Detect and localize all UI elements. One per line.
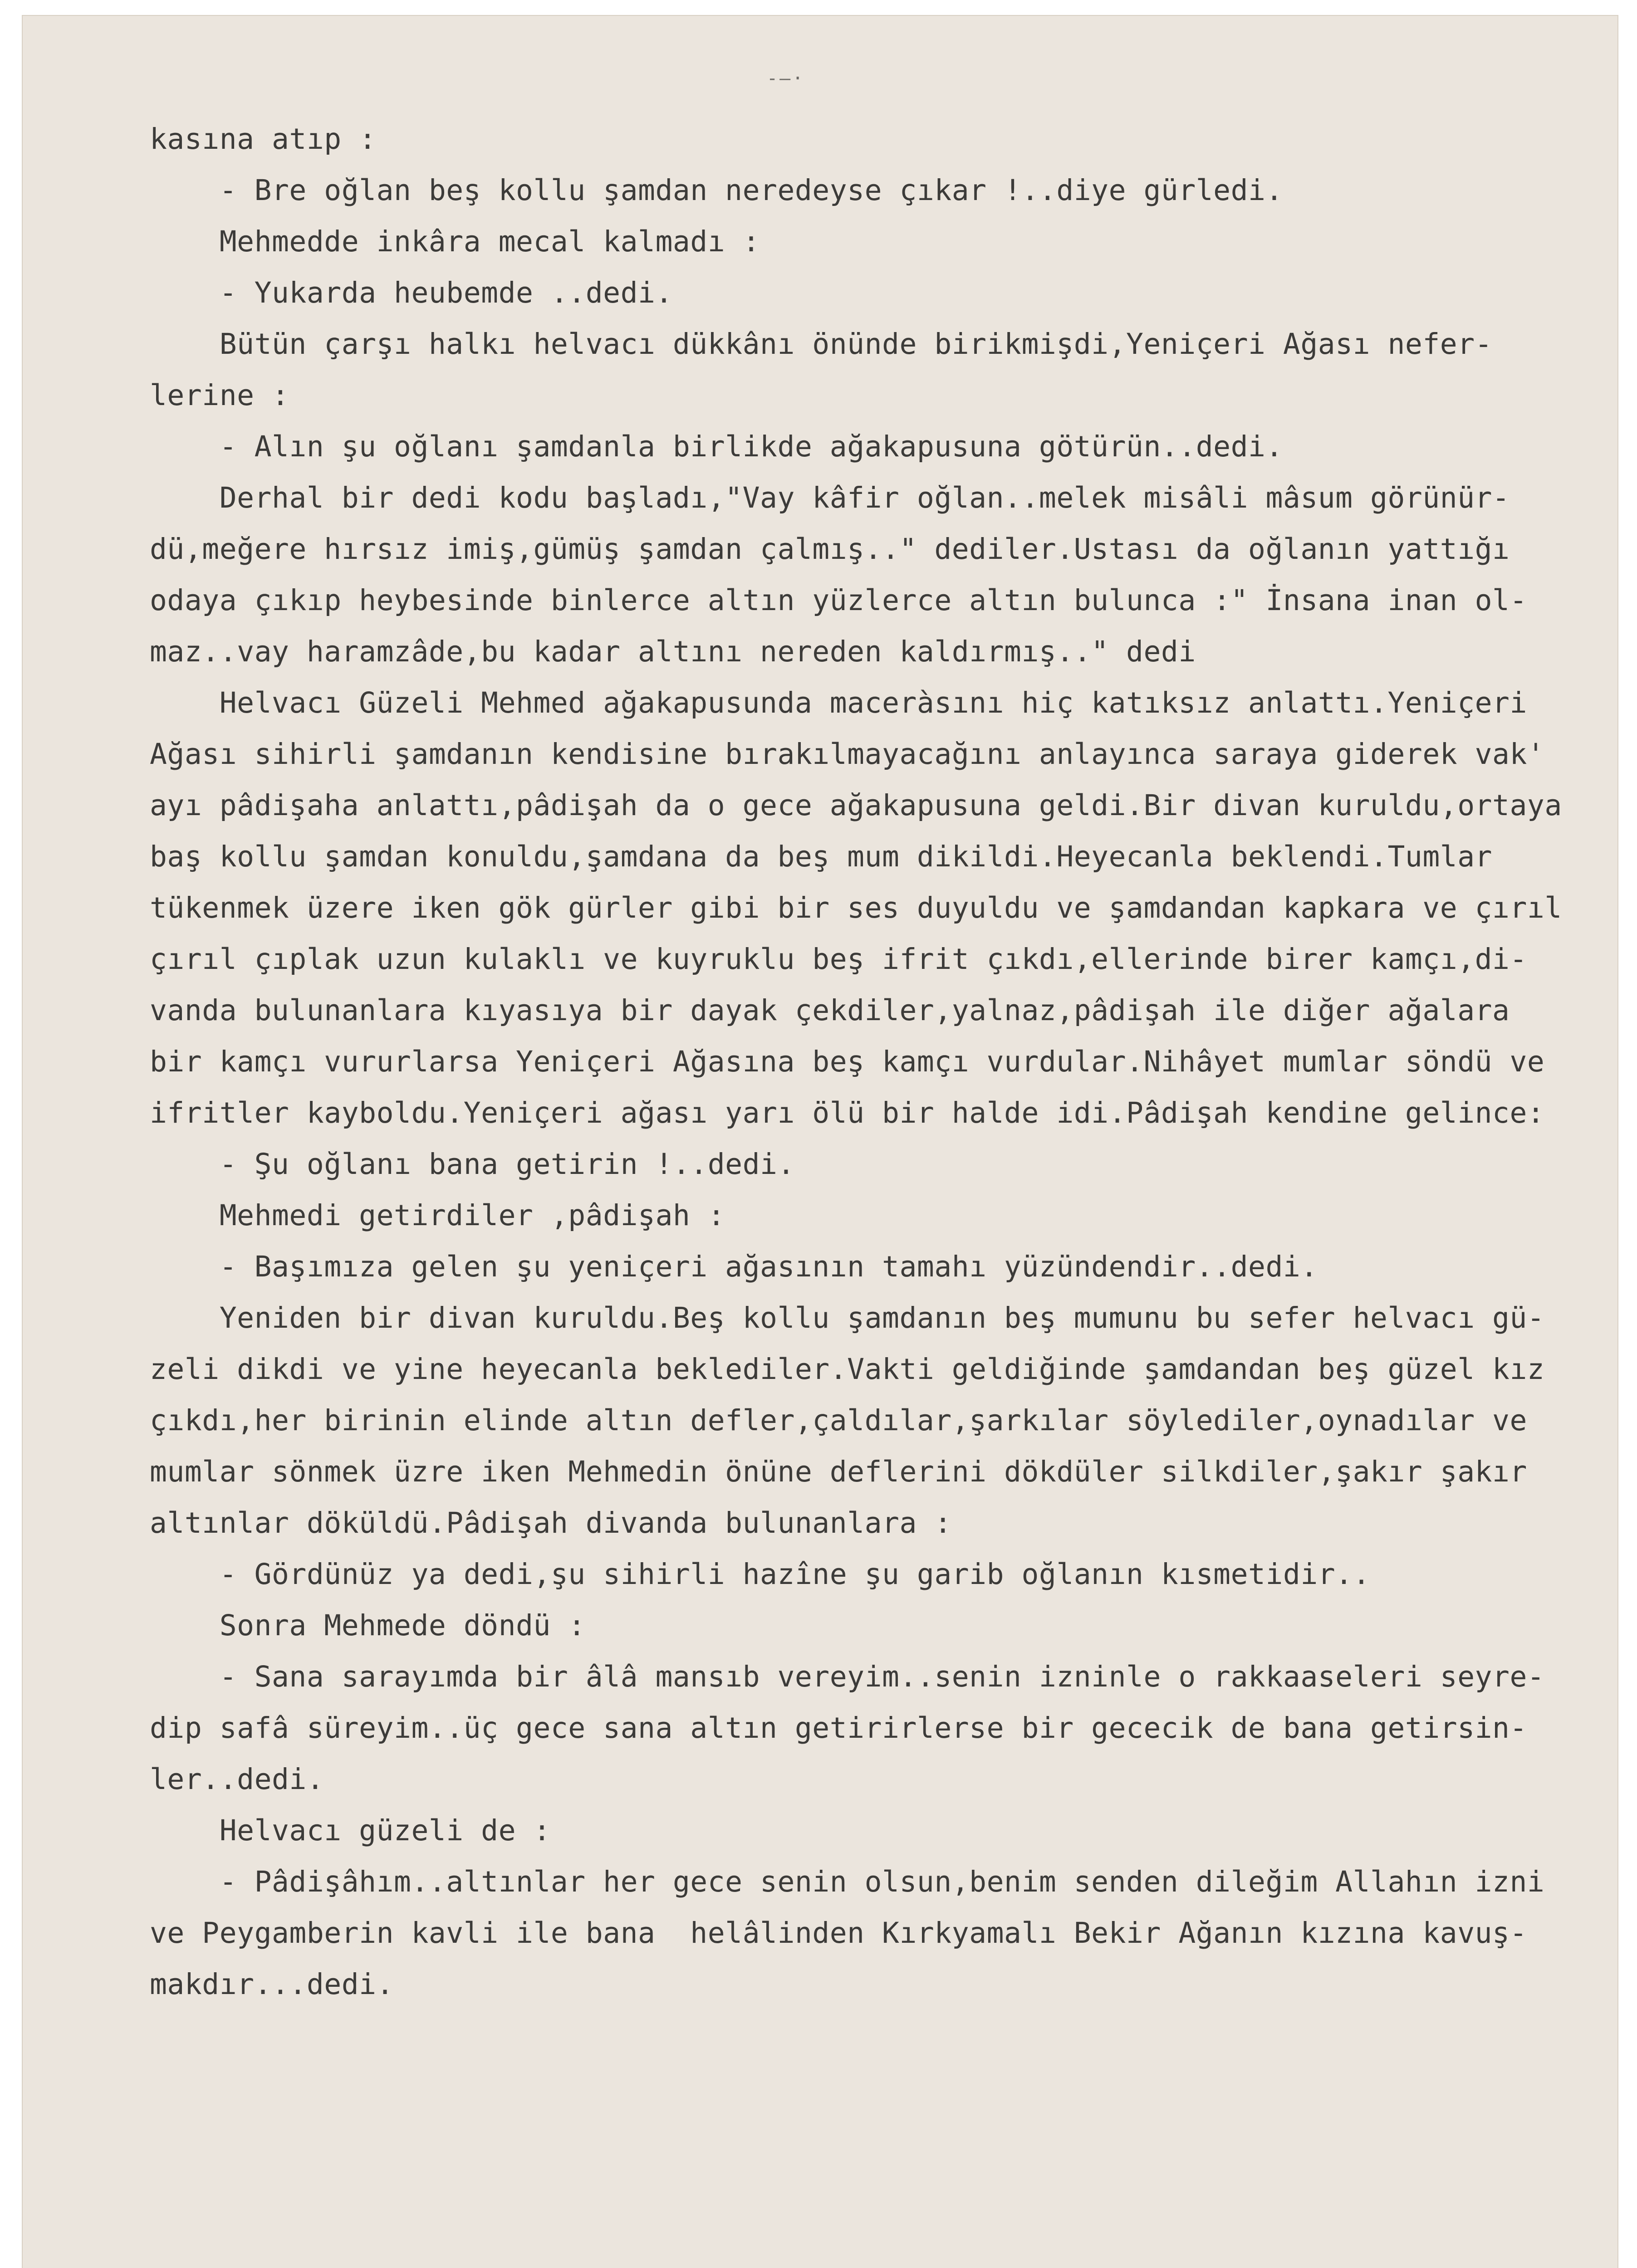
typed-text-body [150, 113, 1602, 2010]
text-line: - Bre oğlan beş kollu şamdan neredeyse çıkar !..diye gürledi. [150, 174, 1283, 207]
text-line: vanda bulunanlara kıyasıya bir dayak çekdiler,yalnaz,pâdişah ile diğer ağalara [150, 994, 1510, 1027]
text-line: Bütün çarşı halkı helvacı dükkânı önünde birikmişdi,Yeniçeri Ağası nefer- [150, 327, 1493, 361]
text-line: - Sana sarayımda bir âlâ mansıb vereyim..senin izninle o rakkaaseleri seyre- [150, 1660, 1545, 1693]
text-line: dü,meğere hırsız imiş,gümüş şamdan çalmış.." dediler.Ustası da oğlanın yattığı [150, 533, 1510, 566]
text-line: makdır...dedi. [150, 1968, 394, 2001]
text-line: çırıl çıplak uzun kulaklı ve kuyruklu beş ifrit çıkdı,ellerinde birer kamçı,di- [150, 943, 1527, 976]
text-line: Yeniden bir divan kuruldu.Beş kollu şamdanın beş mumunu bu sefer helvacı gü- [150, 1301, 1545, 1334]
text-line: Helvacı güzeli de : [150, 1814, 551, 1847]
text-line: Helvacı Güzeli Mehmed ağakapusunda maceràsını hiç katıksız anlattı.Yeniçeri [150, 686, 1527, 719]
text-line: - Yukarda heubemde ..dedi. [150, 276, 673, 309]
text-line: tükenmek üzere iken gök gürler gibi bir ses duyuldu ve şamdandan kapkara ve çırıl [150, 891, 1562, 924]
text-line: Derhal bir dedi kodu başladı,"Vay kâfir oğlan..melek misâli mâsum görünür- [150, 481, 1510, 514]
text-line: - Gördünüz ya dedi,şu sihirli hazîne şu garib oğlanın kısmetidir.. [150, 1558, 1371, 1591]
text-line: baş kollu şamdan konuldu,şamdana da beş mum dikildi.Heyecanla beklendi.Tumlar [150, 840, 1493, 873]
text-line: çıkdı,her birinin elinde altın defler,çaldılar,şarkılar söylediler,oynadılar ve [150, 1404, 1527, 1437]
document-page [23, 16, 1617, 2268]
text-line: lerine : [150, 379, 289, 412]
text-line: kasına atıp : [150, 122, 377, 156]
text-line: - Pâdişâhım..altınlar her gece senin olsun,benim senden dileğim Allahın izni [150, 1865, 1545, 1898]
text-line: Mehmedde inkâra mecal kalmadı : [150, 225, 760, 258]
text-line: zeli dikdi ve yine heyecanla beklediler.Vakti geldiğinde şamdandan beş güzel kız [150, 1353, 1545, 1386]
text-line: maz..vay haramzâde,bu kadar altını nereden kaldırmış.." dedi [150, 635, 1196, 668]
text-line: Sonra Mehmede döndü : [150, 1609, 586, 1642]
text-line: Mehmedi getirdiler ,pâdişah : [150, 1199, 725, 1232]
text-line: mumlar sönmek üzre iken Mehmedin önüne deflerini dökdüler silkdiler,şakır şakır [150, 1455, 1527, 1488]
text-line: dip safâ süreyim..üç gece sana altın getirirlerse bir gececik de bana getirsin- [150, 1711, 1527, 1745]
top-mark: -—· [767, 68, 805, 89]
text-line: ler..dedi. [150, 1763, 324, 1796]
text-line: ifritler kayboldu.Yeniçeri ağası yarı ölü bir halde idi.Pâdişah kendine gelince: [150, 1096, 1545, 1129]
text-line: altınlar döküldü.Pâdişah divanda bulunanlara : [150, 1506, 952, 1540]
text-line: - Şu oğlanı bana getirin !..dedi. [150, 1148, 795, 1181]
text-line: - Alın şu oğlanı şamdanla birlikde ağakapusuna götürün..dedi. [150, 430, 1283, 463]
text-line: ayı pâdişaha anlattı,pâdişah da o gece ağakapusuna geldi.Bir divan kuruldu,ortaya [150, 789, 1562, 822]
text-line: ve Peygamberin kavli ile bana helâlinden Kırkyamalı Bekir Ağanın kızına kavuş- [150, 1916, 1527, 1950]
text-line: Ağası sihirli şamdanın kendisine bırakılmayacağını anlayınca saraya giderek vak' [150, 738, 1545, 771]
text-line: bir kamçı vururlarsa Yeniçeri Ağasına beş kamçı vurdular.Nihâyet mumlar söndü ve [150, 1045, 1545, 1078]
text-line: - Başımıza gelen şu yeniçeri ağasının tamahı yüzündendir..dedi. [150, 1250, 1318, 1283]
text-line: odaya çıkıp heybesinde binlerce altın yüzlerce altın bulunca :" İnsana inan ol- [150, 584, 1527, 617]
